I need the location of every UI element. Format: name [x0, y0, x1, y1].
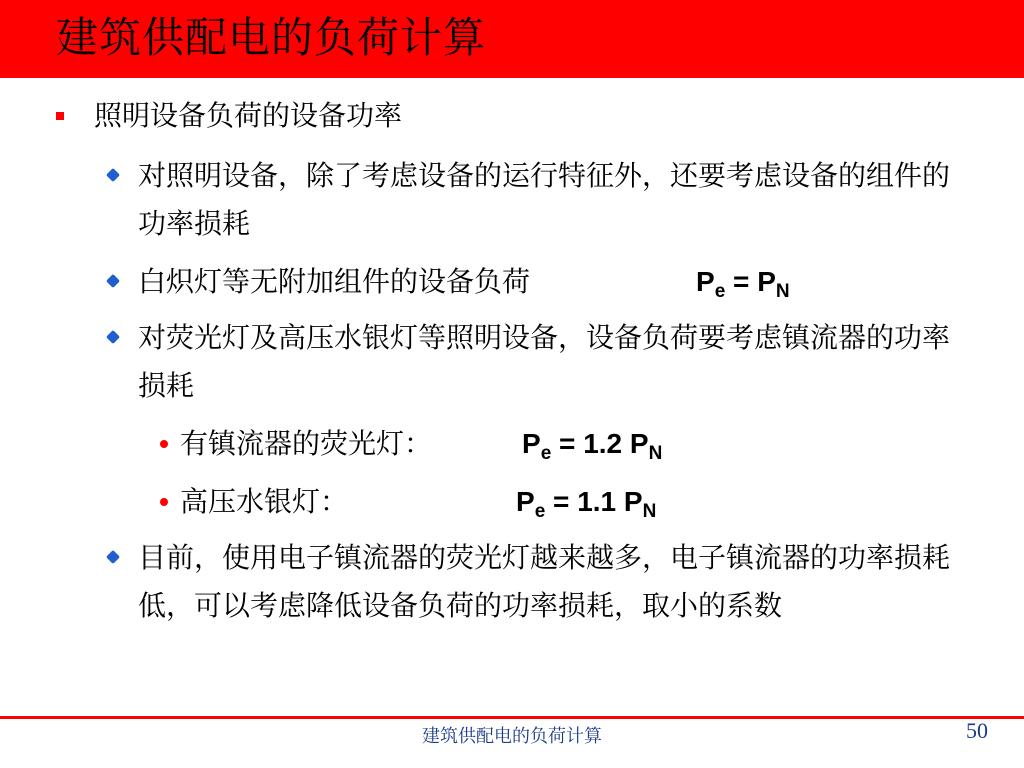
heading-text: 照明设备负荷的设备功率 — [94, 99, 403, 132]
item-text: 目前，使用电子镇流器的荧光灯越来越多，电子镇流器的功率损耗低，可以考虑降低设备负荷的功率损耗，取小的系数 — [138, 541, 951, 622]
diamond-bullet-icon — [106, 330, 120, 344]
list-item — [106, 152, 976, 248]
diamond-bullet-icon — [106, 274, 120, 288]
dot-bullet-icon — [160, 498, 168, 506]
formula-fluorescent: $P_e = 1.2$ $P_N$ — [522, 428, 663, 464]
formula-mercury: $P_e = 1.1$ $P_N$ — [516, 486, 657, 522]
sub-item-text: 高压水银灯： — [180, 485, 349, 518]
list-item — [106, 314, 976, 410]
dot-bullet-icon — [160, 440, 168, 448]
item-text: 对照明设备，除了考虑设备的运行特征外，还要考虑设备的组件的功率损耗 — [138, 159, 951, 240]
page-number: 50 — [966, 718, 988, 743]
list-item — [106, 534, 976, 630]
item-text: 对荧光灯及高压水银灯等照明设备，设备负荷要考虑镇流器的功率损耗 — [138, 321, 951, 402]
diamond-bullet-icon — [106, 168, 120, 182]
formula-incandescent: $P_e = P_N$ — [696, 266, 790, 302]
footer-title: 建筑供配电的负荷计算 — [422, 726, 602, 747]
footer-divider — [0, 716, 1024, 719]
diamond-bullet-icon — [106, 550, 120, 564]
item-text: 白炽灯等无附加组件的设备负荷 — [138, 265, 531, 298]
sub-item-text: 有镇流器的荧光灯： — [180, 427, 433, 460]
title-bar — [0, 0, 1024, 78]
slide-title: 建筑供配电的负荷计算 — [56, 13, 487, 62]
list-item — [106, 258, 976, 306]
square-bullet-icon — [56, 112, 64, 120]
